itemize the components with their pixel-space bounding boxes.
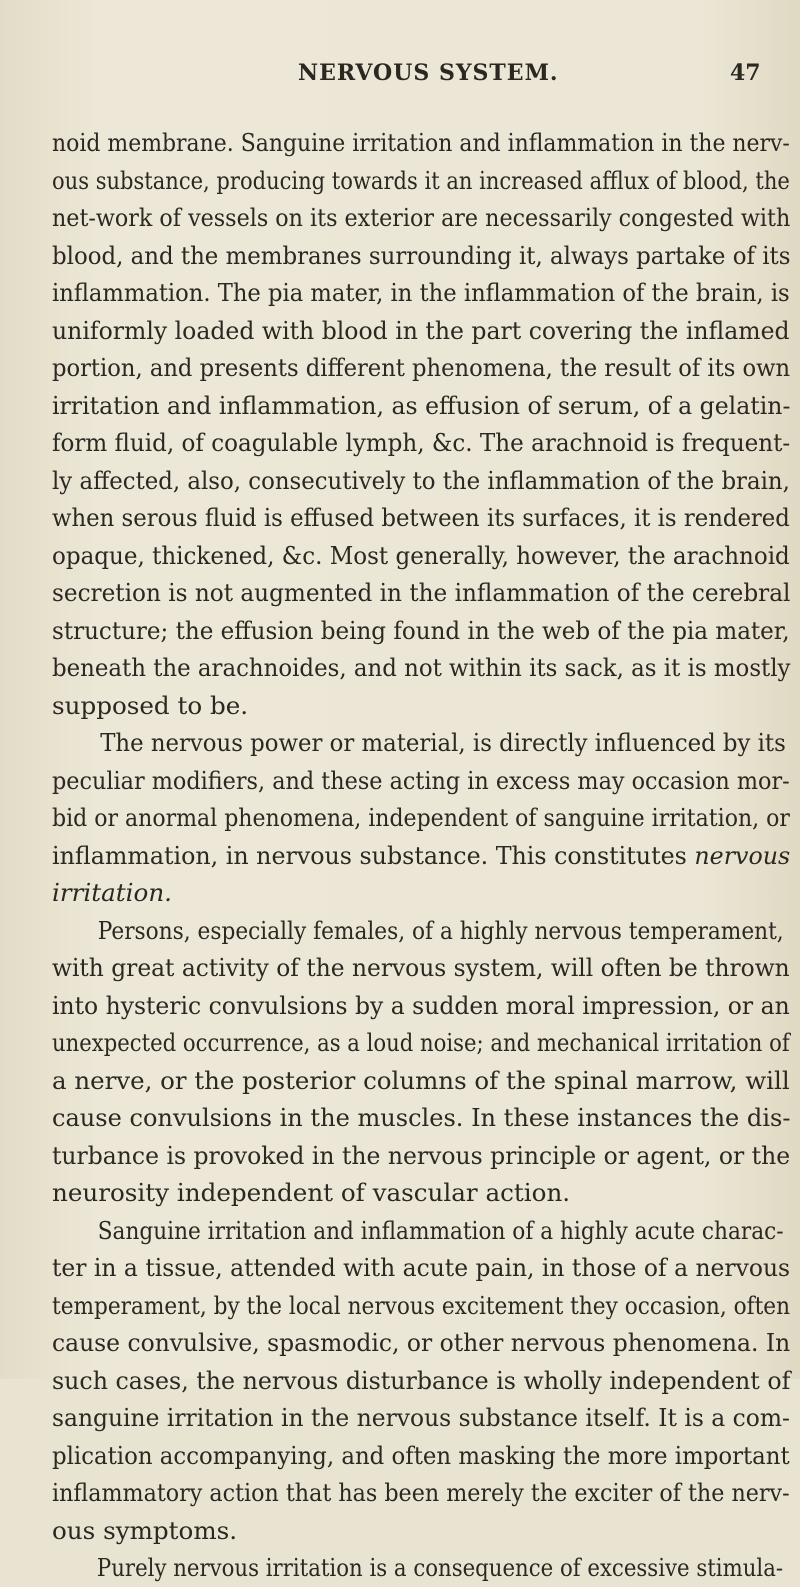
paragraph-5: [52, 1549, 790, 1587]
text-line: irritation and inflammation, as effusion of serum, of a gelatin-: [52, 390, 791, 420]
text-line: net-work of vessels on its exterior are necessarily congested with: [52, 203, 791, 232]
italic-term-line: irritation.: [52, 878, 173, 907]
text-line: noid membrane. Sanguine irritation and inflammation in the nerv-: [52, 128, 790, 157]
paragraph-2: [52, 724, 790, 912]
text-line: peculiar modifiers, and these acting in excess may occasion mor-: [52, 765, 790, 795]
text-line: ous symptoms.: [52, 1515, 238, 1545]
page-header: [0, 60, 800, 100]
paragraph-3: [52, 912, 790, 1212]
text-line: plication accompanying, and often masking the more important: [52, 1440, 790, 1470]
text-line: neurosity independent of vascular action.: [52, 1178, 571, 1207]
page-number: 47: [730, 60, 761, 86]
text-line: Sanguine irritation and inflammation of a highly acute charac-: [97, 1215, 784, 1245]
text-line: temperament, by the local nervous excitement they occasion, often: [52, 1290, 791, 1320]
text-line: bid or anormal phenomena, independent of sanguine irritation, or: [52, 803, 790, 832]
text-line: secretion is not augmented in the inflammation of the cerebral: [52, 578, 791, 607]
body-text: [52, 124, 790, 1587]
text-line: opaque, thickened, &c. Most generally, however, the arachnoid: [52, 540, 790, 570]
text-line: blood, and the membranes surrounding it, always partake of its: [52, 240, 791, 270]
text-line: such cases, the nervous disturbance is wholly independent of: [52, 1365, 791, 1395]
text-line-segment: inflammation, in nervous substance. This constitutes: [52, 840, 687, 870]
text-line: Persons, especially females, of a highly nervous temperament,: [97, 915, 784, 945]
italic-term: nervous: [694, 840, 791, 870]
paragraph-4: [52, 1212, 790, 1550]
text-line: ous substance, producing towards it an increased afflux of blood, the: [52, 165, 790, 195]
text-line: turbance is provoked in the nervous principle or agent, or the: [52, 1140, 791, 1170]
text-line: a nerve, or the posterior columns of the spinal marrow, will: [52, 1065, 790, 1095]
text-line: uniformly loaded with blood in the part covering the inflamed: [52, 315, 790, 345]
text-line: cause convulsive, spasmodic, or other nervous phenomena. In: [52, 1328, 791, 1357]
text-line: sanguine irritation in the nervous substance itself. It is a com-: [52, 1403, 790, 1432]
text-line: with great activity of the nervous system, will often be thrown: [52, 953, 790, 982]
text-line: when serous fluid is effused between its surfaces, it is rendered: [52, 503, 790, 532]
text-line: cause convulsions in the muscles. In these instances the dis-: [52, 1103, 791, 1132]
text-line: supposed to be.: [52, 690, 249, 720]
paragraph-1: [52, 124, 790, 724]
text-line: ter in a tissue, attended with acute pain, in those of a nervous: [52, 1253, 791, 1282]
text-line: structure; the effusion being found in the web of the pia mater,: [52, 615, 790, 645]
text-line: inflammation. The pia mater, in the inflammation of the brain, is: [52, 278, 790, 307]
text-line: form fluid, of coagulable lymph, &c. The arachnoid is frequent-: [52, 428, 791, 457]
text-line: The nervous power or material, is directly influenced by its: [100, 728, 786, 757]
text-line: Purely nervous irritation is a consequence of excessive stimula-: [96, 1553, 784, 1582]
running-title: NERVOUS SYSTEM.: [298, 60, 559, 86]
text-line: [52, 837, 791, 875]
text-line: portion, and presents different phenomena, the result of its own: [52, 353, 791, 382]
text-line: into hysteric convulsions by a sudden moral impression, or an: [52, 990, 790, 1020]
text-line: inflammatory action that has been merely the exciter of the nerv-: [52, 1478, 790, 1507]
text-line: unexpected occurrence, as a loud noise; and mechanical irritation of: [52, 1028, 790, 1057]
text-line: beneath the arachnoides, and not within its sack, as it is mostly: [52, 653, 791, 682]
text-line: ly affected, also, consecutively to the inflammation of the brain,: [52, 465, 790, 495]
